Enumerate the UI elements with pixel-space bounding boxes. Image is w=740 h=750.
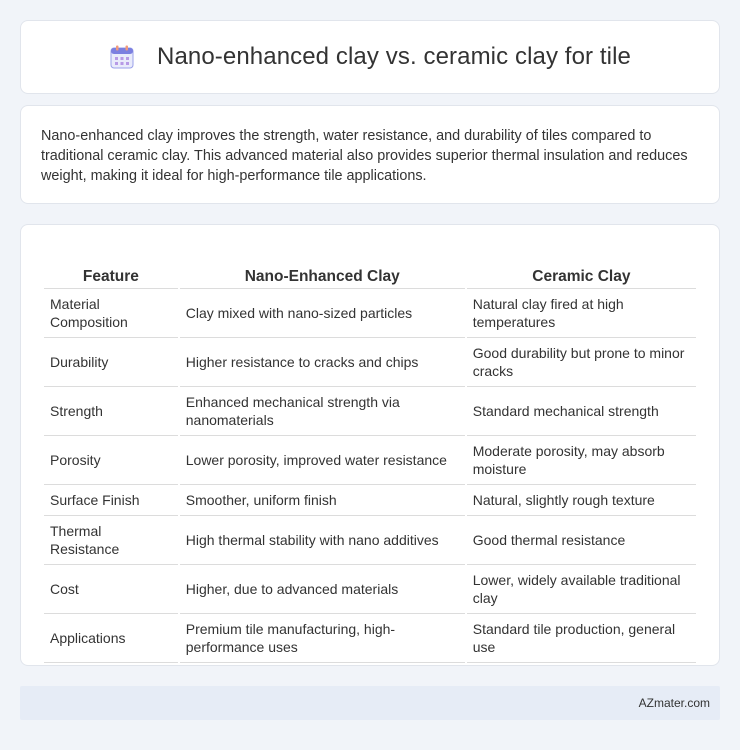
intro-card — [20, 105, 720, 204]
table-row — [44, 516, 696, 565]
calendar-icon — [109, 44, 135, 70]
feature-cell: Durability — [44, 338, 178, 387]
feature-cell: Applications — [44, 614, 178, 663]
page-title: Nano-enhanced clay vs. ceramic clay for tile — [157, 43, 631, 70]
feature-cell: Porosity — [44, 436, 178, 485]
header-nano-enhanced-clay: Nano-Enhanced Clay — [180, 245, 465, 289]
feature-cell: Strength — [44, 387, 178, 436]
intro-text: Nano-enhanced clay improves the strength, water resistance, and durability of tiles compared to traditional ceramic clay. This advanced material also provides superior thermal insulation and reduces weight, making it ideal for high-performance tile applications. — [41, 128, 688, 184]
feature-cell: Surface Finish — [44, 485, 178, 516]
header-feature: Feature — [44, 245, 178, 289]
table-row — [44, 565, 696, 614]
comparison-table — [42, 245, 698, 663]
table-row — [44, 436, 696, 485]
title-card — [20, 20, 720, 94]
nano-cell: Smoother, uniform finish — [180, 485, 465, 516]
table-header-row — [44, 245, 696, 289]
nano-cell: Lower porosity, improved water resistance — [180, 436, 465, 485]
feature-cell: Thermal Resistance — [44, 516, 178, 565]
nano-cell: High thermal stability with nano additives — [180, 516, 465, 565]
comparison-card — [20, 224, 720, 666]
ceramic-cell: Lower, widely available traditional clay — [467, 565, 696, 614]
ceramic-cell: Natural clay fired at high temperatures — [467, 289, 696, 338]
nano-cell: Higher resistance to cracks and chips — [180, 338, 465, 387]
nano-cell: Clay mixed with nano-sized particles — [180, 289, 465, 338]
table-row — [44, 387, 696, 436]
ceramic-cell: Moderate porosity, may absorb moisture — [467, 436, 696, 485]
feature-cell: Cost — [44, 565, 178, 614]
ceramic-cell: Good durability but prone to minor cracks — [467, 338, 696, 387]
footer — [20, 686, 720, 720]
header-ceramic-clay: Ceramic Clay — [467, 245, 696, 289]
nano-cell: Premium tile manufacturing, high-performance uses — [180, 614, 465, 663]
feature-cell: Material Composition — [44, 289, 178, 338]
footer-site-link[interactable]: AZmater.com — [638, 696, 710, 710]
ceramic-cell: Standard mechanical strength — [467, 387, 696, 436]
table-row — [44, 614, 696, 663]
table-row — [44, 485, 696, 516]
nano-cell: Higher, due to advanced materials — [180, 565, 465, 614]
nano-cell: Enhanced mechanical strength via nanomaterials — [180, 387, 465, 436]
table-row — [44, 289, 696, 338]
ceramic-cell: Good thermal resistance — [467, 516, 696, 565]
table-row — [44, 338, 696, 387]
ceramic-cell: Natural, slightly rough texture — [467, 485, 696, 516]
ceramic-cell: Standard tile production, general use — [467, 614, 696, 663]
